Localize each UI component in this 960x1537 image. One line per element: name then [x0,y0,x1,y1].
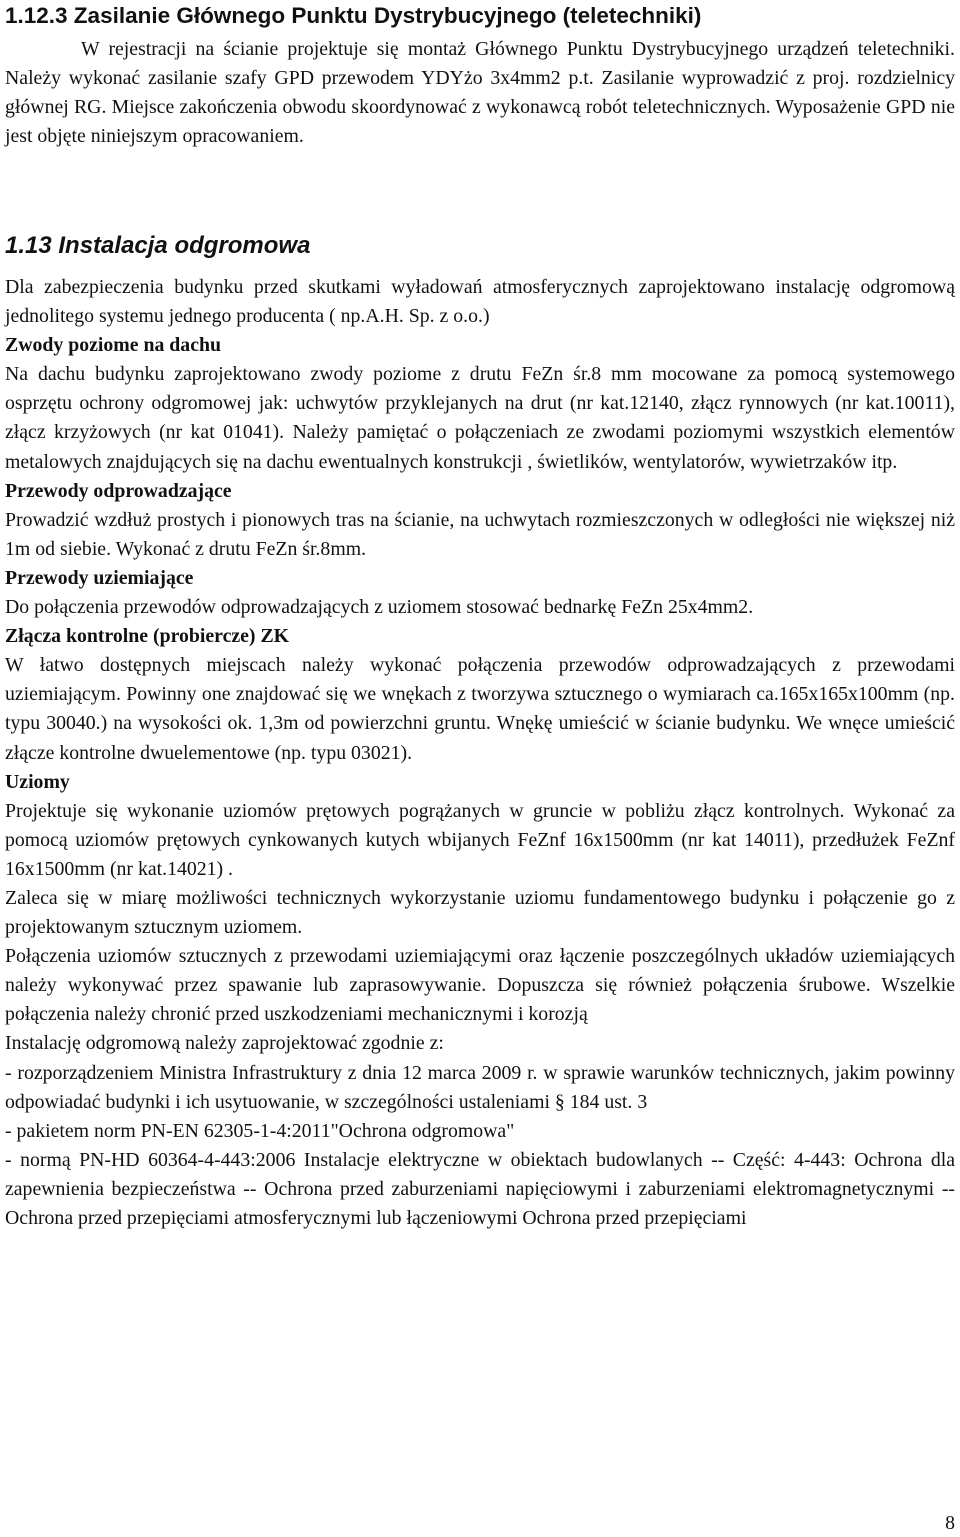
subheading-down-conductors: Przewody odprowadzające [5,479,232,502]
norms-intro: Instalację odgromową należy zaprojektować zgodnie z: [5,1032,444,1055]
horizontal-air-terminals-paragraph: Na dachu budynku zaprojektowano zwody poziome z drutu FeZn śr.8 mm mocowane za pomocą systemowego osprzętu ochrony odgromowej jak: uchwytów przyklejanych na drut (nr kat.12140, złącz rynnowych (nr kat.10011), złącz krzyżowych (nr kat 01041). Należy pamiętać o połączeniach ze zwodami poziomymi wszystkich elementów metalowych znajdujących się na dachu ewentualnych konstrukcji , świetlików, wentylatorów, wywietrzaków itp. [5,363,955,473]
earth-electrodes-paragraph-1: Projektuje się wykonanie uziomów prętowych pogrążanych w gruncie w pobliżu złącz kontrolnych. Wykonać za pomocą uziomów prętowych cynkowanych kutych wbijanych FeZnf 16x1500mm (nr kat 14011), przedłużek FeZnf 16x1500mm (nr kat.14021) . [5,799,955,880]
lightning-intro-paragraph: Dla zabezpieczenia budynku przed skutkami wyładowań atmosferycznych zaprojektowano instalację odgromową jednolitego systemu jednego producenta ( np.A.H. Sp. z o.o.) [5,276,955,328]
subheading-earth-electrodes: Uziomy [5,770,70,793]
subheading-test-joints: Złącza kontrolne (probiercze) ZK [5,625,290,648]
gpd-power-paragraph: W rejestracji na ścianie projektuje się montaż Głównego Punktu Dystrybucyjnego urządzeń teletechniki. Należy wykonać zasilanie szafy GPD przewodem YDYżo 3x4mm2 p.t. Zasilanie wyprowadzić z proj. rozdzielnicy głównej RG. Miejsce zakończenia obwodu skoordynować z wykonawcą robót teletechnicznych. Wyposażenie GPD nie jest objęte niniejszym opracowaniem. [5,38,955,148]
norm-item-regulation: - rozporządzeniem Ministra Infrastruktury z dnia 12 marca 2009 r. w sprawie warunków technicznych, jakim powinny odpowiadać budynki i ich usytuowanie, w szczególności ustaleniami § 184 ust. 3 [5,1061,955,1113]
norm-item-pn-en-62305: - pakietem norm PN-EN 62305-1-4:2011"Ochrona odgromowa" [5,1119,515,1142]
earth-electrodes-paragraph-3: Połączenia uziomów sztucznych z przewodami uziemiającymi oraz łączenie poszczególnych układów uziemiających należy wykonywać przez spawanie lub zaprasowywanie. Dopuszcza się również połączenia śrubowe. Wszelkie połączenia należy chronić przed uszkodzeniami mechanicznymi i korozją [5,945,955,1026]
lightning-protection-section [5,273,955,1233]
heading-gpd-power: 1.12.3 Zasilanie Głównego Punktu Dystrybucyjnego (teletechniki) [5,3,702,28]
test-joints-paragraph: W łatwo dostępnych miejscach należy wykonać połączenia przewodów odprowadzających z przewodami uziemiającym. Powinny one znajdować się we wnękach z tworzywa sztucznego o wymiarach ca.165x165x100mm (np. typu 30040.) na wysokości ok. 1,3m od powierzchni gruntu. Wnękę umieścić w ścianie budynku. We wnęce umieścić złącze kontrolne dwuelementowe (np. typu 03021). [5,654,955,764]
subheading-earthing-conductors: Przewody uziemiające [5,566,194,589]
earth-electrodes-paragraph-2: Zaleca się w miarę możliwości technicznych wykorzystanie uziomu fundamentowego budynku i połączenie go z projektowanym sztucznym uziomem. [5,886,955,939]
page-number: 8 [945,1512,955,1534]
gpd-power-section [5,35,955,151]
norm-item-pn-hd-60364: - normą PN-HD 60364-4-443:2006 Instalacje elektryczne w obiektach budowlanych -- Część: 4-443: Ochrona dla zapewnienia bezpieczeństwa -- Ochrona przed zaburzeniami napięciowymi i zaburzeniami elektromagnetycznymi -- Ochrona przed przepięciami atmosferycznymi lub łączeniowymi Ochrona przed przepięciami [5,1148,955,1229]
down-conductors-paragraph: Prowadzić wzdłuż prostych i pionowych tras na ścianie, na uchwytach rozmieszczonych w odległości nie większej niż 1m od siebie. Wykonać z drutu FeZn śr.8mm. [5,508,955,560]
heading-lightning-protection: 1.13 Instalacja odgromowa [5,232,311,259]
subheading-horizontal-air-terminals: Zwody poziome na dachu [5,334,221,357]
earthing-conductors-paragraph: Do połączenia przewodów odprowadzających z uziomem stosować bednarkę FeZn 25x4mm2. [5,596,754,619]
